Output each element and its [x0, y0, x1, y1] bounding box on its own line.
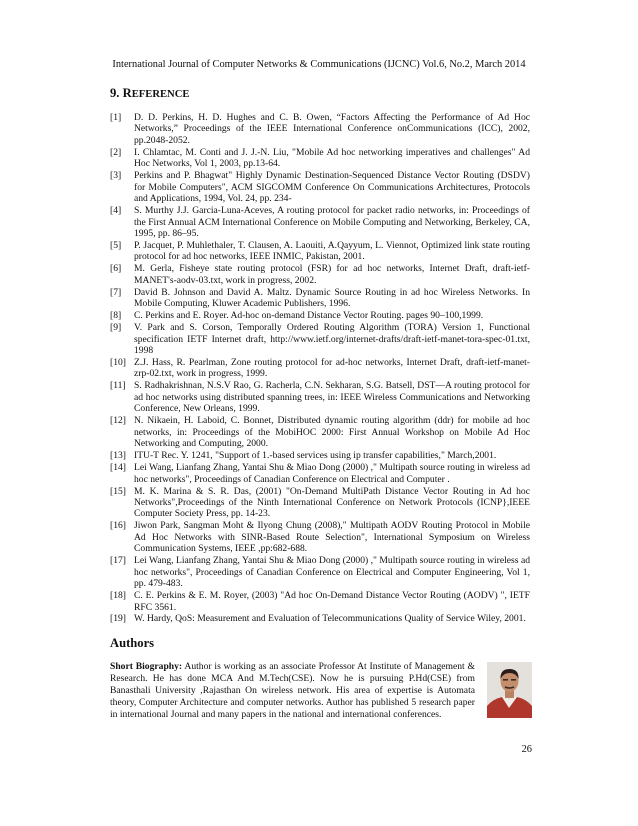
reference-number: [13] — [110, 450, 126, 462]
reference-text: C. Perkins and E. Royer. Ad-hoc on-demand Distance Vector Routing. pages 90–100,1999. — [134, 310, 484, 322]
reference-number: [3] — [110, 170, 122, 182]
reference-number: [10] — [110, 357, 126, 369]
reference-text: Jiwon Park, Sangman Moht & Ilyong Chung (2008)," Multipath AODV Routing Protocol in Mobile Ad Hoc Networks with SINR-Based Route Selection", International Symposium on Wireless Communication Systems, IEEE ,pp:682-688. — [134, 520, 530, 555]
reference-item — [110, 380, 530, 414]
page-number: 26 — [521, 744, 532, 755]
reference-text: David B. Johnson and David A. Maltz. Dynamic Source Routing in ad hoc Wireless Networks. In Mobile Computing, Kluwer Academic Publishers, 1996. — [134, 286, 530, 310]
journal-header: International Journal of Computer Networks & Communications (IJCNC) Vol.6, No.2, March 2014 — [112, 59, 526, 70]
reference-number: [6] — [110, 263, 122, 275]
author-biography — [110, 661, 475, 721]
reference-number: [15] — [110, 485, 126, 497]
reference-number: [7] — [110, 286, 122, 298]
reference-number: [19] — [110, 613, 126, 625]
reference-number: [4] — [110, 205, 122, 217]
reference-item — [110, 112, 530, 146]
author-portrait-image — [487, 662, 532, 718]
reference-number: [2] — [110, 146, 122, 158]
reference-number: [5] — [110, 239, 122, 251]
reference-item — [110, 147, 530, 170]
reference-item — [110, 520, 530, 554]
reference-text: I. Chlamtac, M. Conti and J. J.-N. Liu, "Mobile Ad hoc networking imperatives and challenges" Ad Hoc Networks, Vol 1, 2003, pp.13-64. — [134, 146, 530, 170]
reference-number: [11] — [110, 380, 126, 392]
biography-label: Short Biography: — [110, 661, 183, 672]
reference-item — [110, 555, 530, 589]
reference-text: N. Nikaein, H. Laboid, C. Bonnet, Distributed dynamic routing algorithm (ddr) for mobile ad hoc networks, in: Proceedings of the MobiHOC 2000: First Annual Workshop on Mobile Ad Hoc Networking and Computing, 2000. — [134, 415, 530, 450]
reference-text: S. Murthy J.J. Garcia-Luna-Aceves, A routing protocol for packet radio networks, in: Proceedings of the First Annual ACM International Conference on Mobile Computing and Networking, Berkeley, CA, 1995, pp. 86–95. — [134, 205, 530, 240]
reference-text: ITU-T Rec. Y. 1241, "Support of 1.-based services using ip transfer capabilities," March,2001. — [134, 450, 497, 462]
reference-item — [110, 613, 530, 624]
reference-item — [110, 357, 530, 380]
reference-item — [110, 590, 530, 613]
section-heading — [110, 86, 189, 102]
reference-item — [110, 263, 530, 286]
reference-number: [14] — [110, 462, 126, 474]
reference-number: [17] — [110, 555, 126, 567]
author-photo — [487, 662, 532, 718]
reference-item — [110, 450, 530, 461]
reference-text: Lei Wang, Lianfang Zhang, Yantai Shu & Miao Dong (2000) ," Multipath source routing in wireless ad hoc networks", Proceedings of Canadian Conference on Electrical and Computer . — [134, 462, 530, 485]
reference-list — [110, 112, 530, 625]
reference-text: C. E. Perkins & E. M. Royer, (2003) "Ad hoc On-Demand Distance Vector Routing (AODV) ", IETF RFC 3561. — [134, 590, 530, 613]
reference-text: V. Park and S. Corson, Temporally Ordered Routing Algorithm (TORA) Version 1, Functional specification IETF Internet draft, http://www.ietf.org/internet-drafts/draft-ietf-manet-tora-spec-01.txt, 1998 — [134, 322, 530, 357]
reference-item — [110, 205, 530, 239]
authors-heading: Authors — [110, 636, 155, 650]
section-number: 9. — [110, 86, 120, 100]
reference-item — [110, 462, 530, 485]
reference-item — [110, 415, 530, 449]
reference-text: Z.J. Hass, R. Pearlman, Zone routing protocol for ad-hoc networks, Internet Draft, draft-ietf-manet-zrp-02.txt, work in progress, 1999. — [134, 357, 530, 380]
reference-text: P. Jacquet, P. Muhlethaler, T. Clausen, A. Laouiti, A.Qayyum, L. Viennot, Optimized link state routing protocol for ad hoc networks, IEEE INMIC, Pakistan, 2001. — [134, 239, 530, 263]
reference-item — [110, 287, 530, 310]
section-title-first-letter: R — [122, 86, 132, 100]
reference-number: [18] — [110, 590, 126, 602]
reference-item — [110, 170, 530, 204]
biography-text: Author is working as an associate Professor At Institute of Management & Research. He has done MCA And M.Tech(CSE). Now he is pursuing P.Hd(CSE) from Banasthali University ,Rajasthan On wireless network. His area of expertise is Automata theory, Computer Architecture and computer networks. Author has published 5 research paper in international Journal and many papers in the national and international conferences. — [110, 661, 475, 720]
reference-number: [12] — [110, 415, 126, 427]
reference-item — [110, 322, 530, 356]
reference-text: M. K. Marina & S. R. Das, (2001) "On-Demand MultiPath Distance Vector Routing in Ad hoc Networks",Proceedings of the Ninth International Conference on Network Protocols (ICNP},IEEE Computer Society Press, pp. 14-23. — [134, 485, 530, 520]
section-title-rest: EFERENCE — [131, 89, 190, 100]
reference-number: [16] — [110, 520, 126, 532]
reference-item — [110, 486, 530, 520]
reference-text: S. Radhakrishnan, N.S.V Rao, G. Racherla, C.N. Sekharan, S.G. Batsell, DST—A routing protocol for ad hoc networks using distributed spanning trees, in: IEEE Wireless Communications and Networking Conference, New Orleans, 1999. — [134, 380, 530, 415]
reference-text: M. Gerla, Fisheye state routing protocol (FSR) for ad hoc networks, Internet Draft, draft-ietf-MANET's-aodv-03.txt, work in progress, 2002. — [134, 263, 530, 286]
reference-text: W. Hardy, QoS: Measurement and Evaluation of Telecommunications Quality of Service Wiley, 2001. — [134, 613, 526, 625]
reference-text: Perkins and P. Bhagwat" Highly Dynamic Destination-Sequenced Distance Vector Routing (DSDV) for Mobile Computers", ACM SIGCOMM Conference On Communications Architectures, Protocols and Applications, 1994, Vol. 24, pp. 234- — [134, 170, 530, 205]
reference-text: D. D. Perkins, H. D. Hughes and C. B. Owen, “Factors Affecting the Performance of Ad Hoc Networks,” Proceedings of the IEEE International Conference onCommunications (ICC), 2002, pp.2048-2052. — [134, 112, 530, 146]
reference-item — [110, 240, 530, 263]
reference-number: [8] — [110, 310, 122, 322]
reference-number: [1] — [110, 112, 122, 123]
reference-item — [110, 310, 530, 321]
reference-text: Lei Wang, Lianfang Zhang, Yantai Shu & Miao Dong (2000) ," Multipath source routing in wireless ad hoc networks", Proceedings of Canadian Conference on Electrical and Computer Engineering, Vol 1, pp. 479-483. — [134, 555, 530, 590]
reference-number: [9] — [110, 322, 122, 334]
